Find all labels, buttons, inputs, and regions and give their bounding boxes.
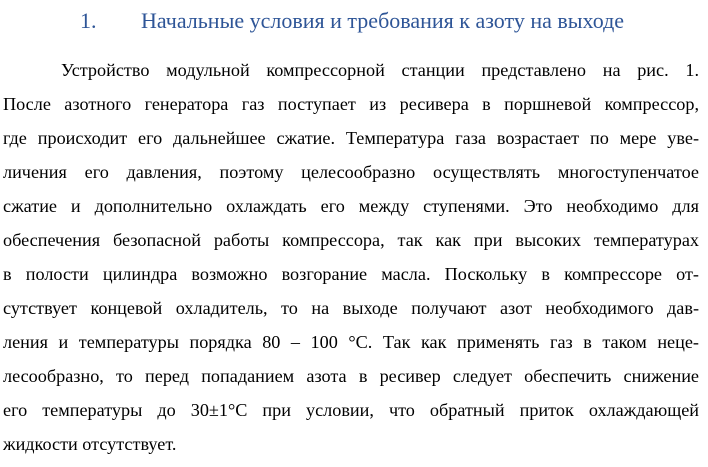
paragraph-line: сутствует концевой охладитель, то на выходе получают азот необходимого дав- bbox=[3, 298, 699, 318]
paragraph-line: обеспечения безопасной работы компрессора, так как при высоких температурах bbox=[3, 230, 699, 250]
paragraph-line: сжатие и дополнительно охлаждать его между ступенями. Это необходимо для bbox=[3, 196, 699, 216]
paragraph-line: личения его давления, поэтому целесообразно осуществлять многоступенчатое bbox=[3, 162, 699, 182]
paragraph-line: лесообразно, то перед попаданием азота в ресивер следует обеспечить снижение bbox=[3, 366, 699, 386]
paragraph-line: После азотного генератора газ поступает из ресивера в поршневой компрессор, bbox=[3, 94, 699, 114]
body-paragraph bbox=[3, 53, 699, 461]
section-number: 1. bbox=[80, 8, 97, 33]
paragraph-line: его температуры до 30±1°С при условии, что обратный приток охлаждающей bbox=[3, 400, 699, 420]
paragraph-line: Устройство модульной компрессорной станции представлено на рис. 1. bbox=[61, 60, 699, 80]
section-heading bbox=[0, 4, 708, 38]
paragraph-line: в полости цилиндра возможно возгорание масла. Поскольку в компрессоре от- bbox=[3, 264, 699, 284]
paragraph-line: где происходит его дальнейшее сжатие. Температура газа возрастает по мере уве- bbox=[3, 128, 699, 148]
section-title: Начальные условия и требования к азоту на выходе bbox=[141, 8, 625, 33]
paragraph-line: ления и температуры порядка 80 – 100 °С. Так как применять газ в таком неце- bbox=[3, 332, 699, 352]
paragraph-line: жидкости отсутствует. bbox=[3, 434, 177, 454]
